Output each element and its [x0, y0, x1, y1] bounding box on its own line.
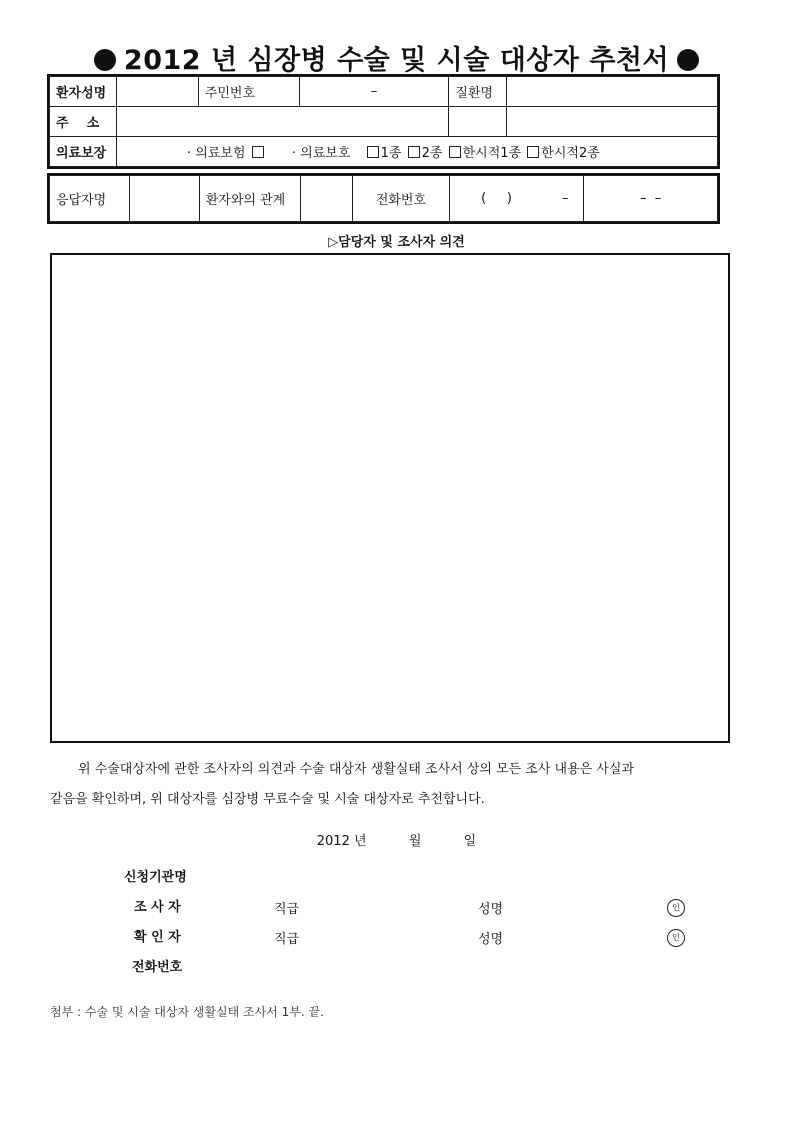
address-field[interactable] — [116, 107, 448, 137]
opinion-heading: ▷담당자 및 조사자 의견 — [328, 235, 465, 250]
table-row — [50, 137, 718, 167]
relation-field[interactable] — [300, 176, 352, 222]
table-row — [50, 77, 718, 107]
disease-label: 질환명 — [449, 77, 507, 107]
title-text: 2012 년 심장병 수술 및 시술 대상자 추천서 — [123, 45, 670, 76]
table-row — [50, 176, 718, 222]
type1-label: 1종 — [380, 146, 402, 161]
date-month: 월 — [408, 834, 422, 849]
temp1-label: 한시적1종 — [462, 146, 522, 161]
confirmer-name-label: 성명 — [478, 932, 504, 947]
investigator-name-label: 성명 — [478, 902, 504, 917]
stamp-icon[interactable]: 인 — [667, 929, 685, 947]
temp2-checkbox[interactable] — [527, 146, 539, 158]
bullet-icon — [677, 49, 699, 71]
table-row — [50, 107, 718, 137]
type2-label: 2종 — [421, 146, 443, 161]
phone-paren: ( ) — [481, 191, 512, 206]
patient-info-table — [49, 76, 718, 167]
stamp-icon[interactable]: 인 — [667, 899, 685, 917]
address-extra-cell — [507, 107, 718, 137]
date-year: 2012 년 — [316, 834, 367, 849]
insurance-option-label: · 의료보험 — [186, 146, 246, 161]
insurance-label: 의료보장 — [50, 137, 117, 167]
address-extra-cell — [449, 107, 507, 137]
address-label-text: 주 소 — [56, 116, 100, 131]
investigator-position-label: 직급 — [274, 902, 300, 917]
rrn-field[interactable] — [299, 77, 449, 107]
confirmation-line-2: 같음을 확인하며, 위 대상자를 심장병 무료수술 및 시술 대상자로 추천합니다. — [50, 792, 485, 807]
date-line — [0, 830, 793, 849]
insurance-checkbox[interactable] — [252, 146, 264, 158]
respondent-table — [49, 175, 718, 222]
respondent-label: 응답자명 — [50, 176, 130, 222]
patient-name-field[interactable] — [116, 77, 198, 107]
phone-dash: – — [561, 191, 569, 206]
rrn-dash: – — [370, 84, 378, 99]
opinion-textarea[interactable] — [50, 253, 730, 743]
bullet-icon — [94, 49, 116, 71]
type1-checkbox[interactable] — [367, 146, 379, 158]
page-title — [0, 38, 793, 77]
confirmer-position-label: 직급 — [274, 932, 300, 947]
attachment-note: 첨부 : 수술 및 시술 대상자 생활실태 조사서 1부. 끝. — [50, 1005, 324, 1019]
rrn-label: 주민번호 — [198, 77, 299, 107]
type2-checkbox[interactable] — [408, 146, 420, 158]
date-day: 일 — [463, 834, 477, 849]
phone-area-field[interactable] — [450, 176, 584, 222]
relation-label: 환자와의 관계 — [199, 176, 300, 222]
temp2-label: 한시적2종 — [541, 146, 600, 161]
confirmation-line-1: 위 수술대상자에 관한 조사자의 의견과 수술 대상자 생활실태 조사서 상의 모든 조사 내용은 사실과 — [78, 762, 635, 777]
phone-label: 전화번호 — [352, 176, 450, 222]
disease-field[interactable] — [507, 77, 718, 107]
respondent-field[interactable] — [129, 176, 199, 222]
phone-dash: – – — [640, 191, 662, 206]
medical-aid-label: · 의료보호 — [291, 146, 351, 161]
phone-number-field[interactable] — [584, 176, 718, 222]
temp1-checkbox[interactable] — [449, 146, 461, 158]
institution-label: 신청기관명 — [124, 870, 187, 885]
insurance-options — [116, 137, 717, 167]
investigator-label: 조 사 자 — [134, 900, 181, 915]
confirmer-label: 확 인 자 — [134, 930, 181, 945]
signature-phone-label: 전화번호 — [132, 960, 183, 975]
address-label — [50, 107, 117, 137]
patient-name-label: 환자성명 — [50, 77, 117, 107]
